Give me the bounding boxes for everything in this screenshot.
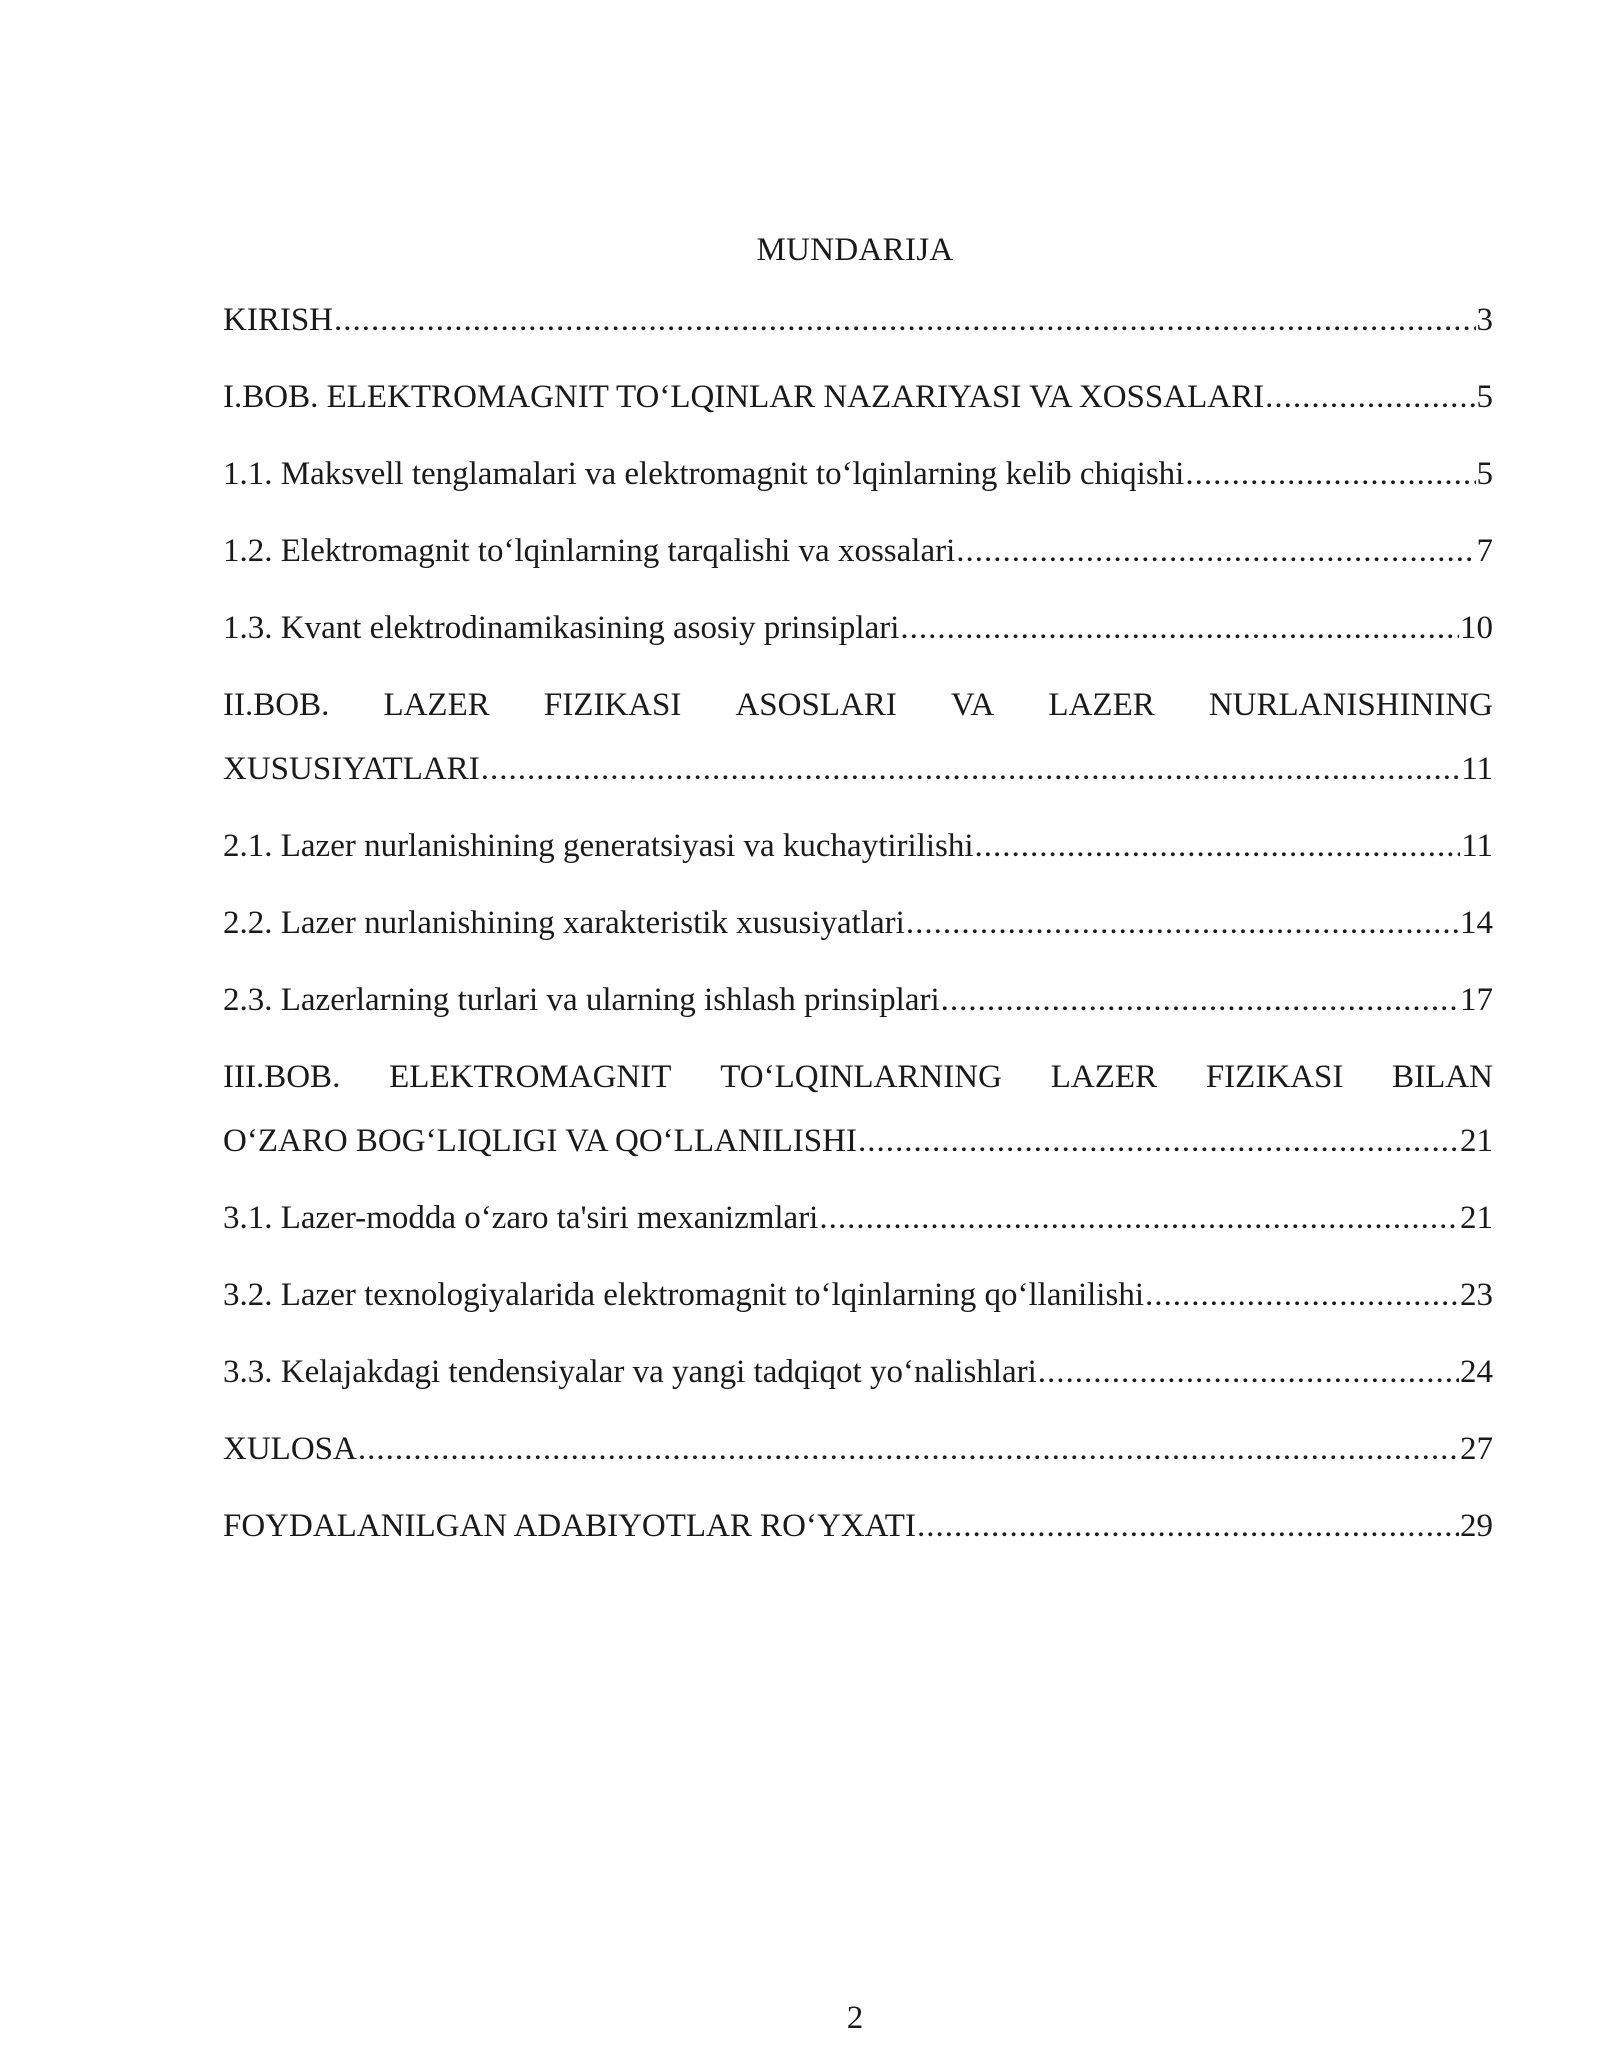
toc-entry-page: 24	[1460, 1354, 1493, 1390]
toc-entry-title: 2.1. Lazer nurlanishining generatsiyasi va kuchaytirilishi	[223, 828, 974, 864]
toc-entry-page: 21	[1460, 1123, 1493, 1159]
toc-entry-title: KIRISH	[223, 302, 334, 338]
dot-leader	[956, 521, 1475, 581]
toc-entry-page: 17	[1460, 982, 1493, 1018]
toc-entry-section-2-1[interactable]	[223, 816, 1493, 893]
title-word: II.BOB.	[223, 687, 330, 723]
dot-leader	[975, 816, 1461, 876]
toc-entry-title-line-1	[223, 675, 1493, 739]
title-word: LAZER	[1048, 687, 1155, 723]
toc-entry-section-2-2[interactable]	[223, 893, 1493, 970]
toc-entry-title: 3.1. Lazer-modda o‘zaro ta'siri mexanizmlari	[223, 1200, 819, 1236]
toc-entry-section-1-2[interactable]	[223, 521, 1493, 598]
toc-entry-page: 3	[1476, 302, 1493, 338]
toc-entry-title: 3.2. Lazer texnologiyalarida elektromagnit to‘lqinlarning qo‘llanilishi	[223, 1277, 1144, 1313]
toc-entry-page: 21	[1460, 1200, 1493, 1236]
page-number: 2	[846, 2000, 864, 2036]
toc-entry-title: 2.3. Lazerlarning turlari va ularning ishlash prinsiplari	[223, 982, 940, 1018]
title-word: III.BOB.	[223, 1059, 341, 1095]
toc-heading: MUNDARIJA	[756, 232, 954, 268]
toc-entry-title: 1.3. Kvant elektrodinamikasining asosiy prinsiplari	[223, 610, 900, 646]
toc-entry-chapter-1[interactable]	[223, 367, 1493, 444]
title-word: LAZER	[1050, 1059, 1158, 1095]
toc-entry-title-line-2: O‘ZARO BOG‘LIQLIGI VA QO‘LLANILISHI	[223, 1123, 857, 1159]
toc-entry-section-3-2[interactable]	[223, 1265, 1493, 1342]
toc-entry-title-line-2: XUSUSIYATLARI	[223, 751, 480, 787]
dot-leader	[900, 598, 1459, 658]
title-word: ELEKTROMAGNIT	[389, 1059, 672, 1095]
toc-entry-title-line-1	[223, 1047, 1493, 1111]
title-word: BILAN	[1392, 1059, 1493, 1095]
toc-entry-page: 10	[1460, 610, 1493, 646]
toc-entry-title: 1.2. Elektromagnit to‘lqinlarning tarqalishi va xossalari	[223, 533, 956, 569]
dot-leader	[1265, 367, 1475, 427]
toc-entry-page: 11	[1461, 751, 1493, 787]
toc-entry-page: 11	[1461, 828, 1493, 864]
toc-entry-references[interactable]	[223, 1496, 1493, 1573]
dot-leader	[358, 1419, 1459, 1479]
dot-leader	[334, 290, 1475, 350]
dot-leader	[819, 1188, 1459, 1248]
table-of-contents	[223, 290, 1493, 1573]
toc-entry-chapter-3[interactable]	[223, 1047, 1493, 1188]
title-word: NURLANISHINING	[1208, 687, 1493, 723]
title-word: LAZER	[383, 687, 490, 723]
toc-entry-title: 1.1. Maksvell tenglamalari va elektromagnit to‘lqinlarning kelib chiqishi	[223, 456, 1185, 492]
dot-leader	[858, 1111, 1459, 1171]
toc-entry-title: 3.3. Kelajakdagi tendensiyalar va yangi tadqiqot yo‘nalishlari	[223, 1354, 1037, 1390]
toc-entry-section-3-1[interactable]	[223, 1188, 1493, 1265]
toc-entry-kirish[interactable]	[223, 290, 1493, 367]
toc-entry-page: 27	[1460, 1431, 1493, 1467]
toc-entry-xulosa[interactable]	[223, 1419, 1493, 1496]
toc-entry-title: FOYDALANILGAN ADABIYOTLAR RO‘YXATI	[223, 1508, 916, 1544]
toc-entry-page: 23	[1460, 1277, 1493, 1313]
toc-entry-page: 5	[1476, 379, 1493, 415]
dot-leader	[481, 739, 1461, 799]
toc-entry-title: XULOSA	[223, 1431, 357, 1467]
title-word: FIZIKASI	[543, 687, 682, 723]
title-word: ASOSLARI	[735, 687, 897, 723]
title-word: VA	[950, 687, 995, 723]
dot-leader	[1145, 1265, 1459, 1325]
toc-entry-title: 2.2. Lazer nurlanishining xarakteristik xususiyatlari	[223, 905, 905, 941]
toc-entry-page: 7	[1476, 533, 1493, 569]
dot-leader	[1185, 444, 1475, 504]
toc-entry-section-1-1[interactable]	[223, 444, 1493, 521]
toc-entry-title: I.BOB. ELEKTROMAGNIT TO‘LQINLAR NAZARIYASI VA XOSSALARI	[223, 379, 1265, 415]
dot-leader	[917, 1496, 1459, 1556]
toc-entry-chapter-2[interactable]	[223, 675, 1493, 816]
toc-entry-section-3-3[interactable]	[223, 1342, 1493, 1419]
title-word: TO‘LQINLARNING	[720, 1059, 1002, 1095]
toc-entry-page: 14	[1460, 905, 1493, 941]
toc-entry-page: 5	[1476, 456, 1493, 492]
toc-entry-page: 29	[1460, 1508, 1493, 1544]
dot-leader	[941, 970, 1459, 1030]
dot-leader	[1038, 1342, 1459, 1402]
dot-leader	[906, 893, 1459, 953]
toc-entry-section-1-3[interactable]	[223, 598, 1493, 675]
title-word: FIZIKASI	[1205, 1059, 1344, 1095]
toc-entry-section-2-3[interactable]	[223, 970, 1493, 1047]
